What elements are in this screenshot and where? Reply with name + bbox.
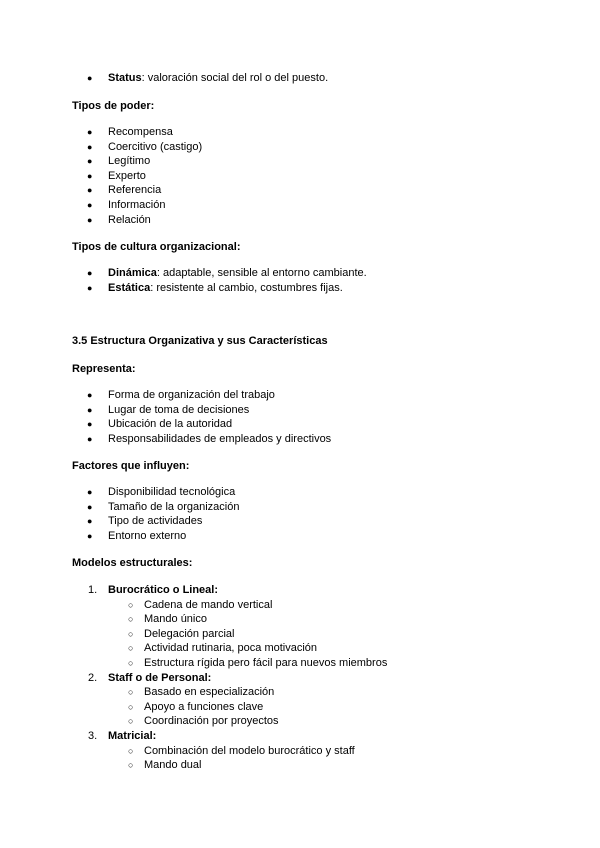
sub-item: ○ Delegación parcial [72, 627, 387, 642]
modelo-item [72, 583, 387, 671]
sub-item: ○ Estructura rígida pero fácil para nuevos miembros [72, 656, 387, 671]
list-item: ● Forma de organización del trabajo [72, 388, 331, 403]
factores-heading: Factores que influyen: [72, 460, 190, 472]
list-item: ● Referencia [72, 183, 202, 198]
cultura-desc: : adaptable, sensible al entorno cambiante. [156, 267, 367, 279]
list-item-status [72, 71, 328, 86]
list-item: ● Lugar de toma de decisiones [72, 403, 331, 418]
modelos-heading: Modelos estructurales: [72, 557, 193, 569]
status-list [72, 71, 328, 86]
section-title: 3.5 Estructura Organizativa y sus Características [72, 335, 328, 347]
sub-item: ○ Apoyo a funciones clave [72, 700, 387, 715]
list-item: ● Recompensa [72, 125, 202, 140]
cultura-term: Dinámica [108, 267, 157, 279]
sub-item: ○ Cadena de mando vertical [72, 598, 387, 613]
sub-item: ○ Coordinación por proyectos [72, 714, 387, 729]
list-item: ● Disponibilidad tecnológica [72, 485, 239, 500]
list-item: ● Información [72, 198, 202, 213]
list-item [72, 266, 367, 281]
modelos-list [72, 583, 387, 773]
list-item: ● Tamaño de la organización [72, 500, 239, 515]
cultura-desc: : resistente al cambio, costumbres fijas. [150, 281, 343, 294]
tipos-poder-list [72, 125, 202, 227]
modelo-item [72, 671, 387, 729]
status-term: Status [108, 72, 142, 84]
cultura-term: Estática [108, 281, 151, 294]
sub-item: ○ Mando dual [72, 758, 387, 773]
sub-list [72, 744, 387, 773]
modelo-title: Staff o de Personal: [108, 671, 212, 684]
list-number: 3. [88, 729, 98, 742]
list-item: ● Experto [72, 169, 202, 184]
sub-item: ○ Combinación del modelo burocrático y staff [72, 744, 387, 759]
representa-heading: Representa: [72, 363, 136, 375]
tipos-cultura-list [72, 266, 367, 295]
list-item: ● Coercitivo (castigo) [72, 140, 202, 155]
list-number: 2. [88, 671, 98, 684]
list-item: ● Relación [72, 213, 202, 228]
sub-item: ○ Mando único [72, 612, 387, 627]
modelo-title: Matricial: [108, 729, 157, 742]
status-desc: : valoración social del rol o del puesto. [141, 72, 329, 84]
sub-list [72, 685, 387, 729]
representa-list [72, 388, 331, 446]
factores-list [72, 485, 239, 543]
list-item: ● Ubicación de la autoridad [72, 417, 331, 432]
list-item: ● Entorno externo [72, 529, 239, 544]
sub-list [72, 598, 387, 671]
list-item: ● Legítimo [72, 154, 202, 169]
list-item: ● Tipo de actividades [72, 514, 239, 529]
list-item: ● Responsabilidades de empleados y directivos [72, 432, 331, 447]
tipos-cultura-heading: Tipos de cultura organizacional: [72, 241, 241, 253]
list-number: 1. [88, 584, 98, 596]
list-item [72, 281, 367, 296]
tipos-poder-heading: Tipos de poder: [72, 100, 155, 112]
sub-item: ○ Basado en especialización [72, 685, 387, 700]
sub-item: ○ Actividad rutinaria, poca motivación [72, 641, 387, 656]
modelo-title: Burocrático o Lineal: [108, 584, 219, 596]
modelo-item [72, 729, 387, 773]
